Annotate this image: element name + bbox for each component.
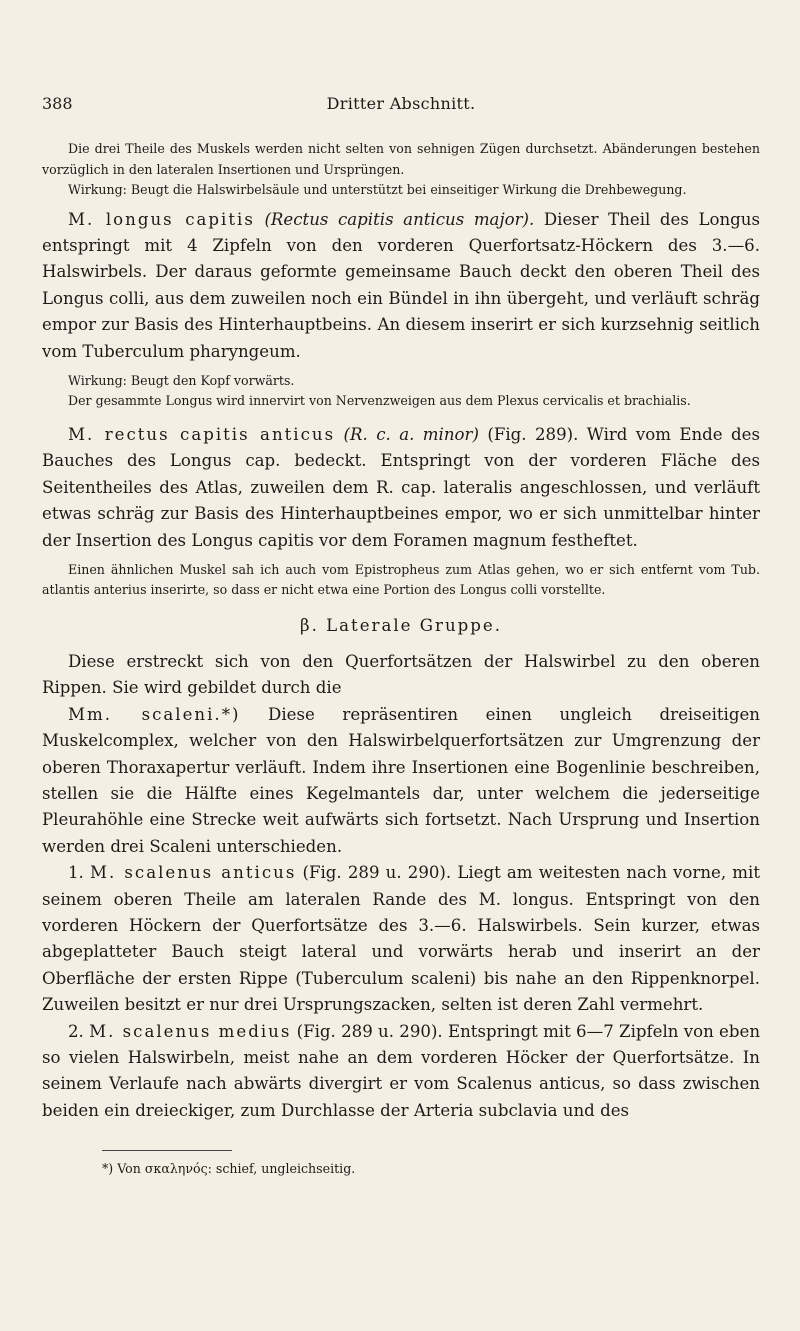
- muscle-synonym: (R. c. a. minor): [343, 424, 479, 444]
- paragraph-epistropheus-note: Einen ähnlichen Muskel sah ich auch vom Epistropheus zum Atlas gehen, wo er sich entfernt vom Tub. atlantis anterius inserirte, so dass er nicht etwa eine Portion des Longus colli vorstellte.: [42, 561, 760, 598]
- muscle-synonym: (Rectus capitis anticus major).: [264, 209, 535, 229]
- paragraph-action-longus-capitis: Wirkung: Beugt den Kopf vorwärts.: [68, 372, 295, 388]
- muscle-name: M. scalenus anticus: [90, 863, 297, 883]
- muscle-name: M. longus capitis: [68, 209, 255, 229]
- page-number: 388: [42, 94, 73, 113]
- running-head: Dritter Abschnitt.: [326, 94, 476, 113]
- paragraph-scalenus-medius: [42, 1019, 760, 1125]
- paragraph-text: (Fig. 289). Wird vom Ende des Bauches des Longus cap. bedeckt. Entspringt von der vorderen Fläche des Seitentheiles des Atlas, zuweilen dem R. cap. lateralis angeschlossen, und verläuft etwas schräg zur Basis des Hinterhauptbeines empor, wo er sich unmittelbar hinter der Insertion des Longus capitis vor dem Foramen magnum festheftet.: [42, 424, 760, 550]
- paragraph-text: Diese repräsentiren einen ungleich dreiseitigen Muskelcomplex, welcher von den Halswirbelquerfortsätzen zur Umgrenzung der oberen Thoraxapertur verläuft. Indem ihre Insertionen eine Bogenlinie beschreiben, stellen sie die Hälfte eines Kegelmantels dar, unter welchem die jederseitige Pleurahöhle eine Strecke weit aufwärts sich fortsetzt. Nach Ursprung und Insertion werden drei Scaleni unterschieden.: [42, 704, 760, 856]
- page-header: [42, 94, 760, 118]
- paragraph-text: Dieser Theil des Longus entspringt mit 4 Zipfeln von den vorderen Querfortsatz-Höckern des 3.—6. Halswirbels. Der daraus geformte gemeinsame Bauch deckt den oberen Theil des Longus colli, aus dem zuweilen noch ein Bündel in ihn übergeht, und verläuft schräg empor zur Basis des Hinterhauptbeins. An diesem inserirt er sich kurzsehnig seitlich vom Tuberculum pharyngeum.: [42, 209, 760, 361]
- paragraph-action-longus-colli: Wirkung: Beugt die Halswirbelsäule und unterstützt bei einseitiger Wirkung die Drehbewegung.: [68, 182, 687, 197]
- paragraph-rectus-capitis-anticus: [42, 422, 760, 554]
- paragraph-scalenus-anticus: [42, 860, 760, 1018]
- item-number: 2.: [68, 1021, 84, 1041]
- section-heading: β. Laterale Gruppe.: [300, 615, 502, 635]
- paragraph-longus-capitis: [42, 207, 760, 365]
- paragraph-text: (Fig. 289 u. 290). Entspringt mit 6—7 Zipfeln von eben so vielen Halswirbeln, meist nahe an dem vorderen Höcker der Querfortsätze. In seinem Verlaufe nach abwärts divergirt er vom Scalenus anticus, so dass zwischen beiden ein dreieckiger, zum Durchlasse der Arteria subclavia und des: [42, 1021, 761, 1120]
- paragraph-variations: Die drei Theile des Muskels werden nicht selten von sehnigen Zügen durchsetzt. Abänderungen bestehen vorzüglich in den lateralen Insertionen und Ursprüngen.: [42, 141, 760, 177]
- muscle-name: M. scalenus medius: [89, 1021, 292, 1041]
- footnote: *) Von σκαληνός: schief, ungleichseitig.: [102, 1161, 356, 1177]
- paragraph-lateral-group: Diese erstreckt sich von den Querfortsätzen der Halswirbel zu den oberen Rippen. Sie wird gebildet durch die: [42, 651, 760, 698]
- paragraph-text: (Fig. 289 u. 290). Liegt am weitesten nach vorne, mit seinem oberen Theile am lateralen Rande des M. longus. Entspringt von den vorderen Höckern der Querfortsätze des 3.—6. Halswirbels. Sein kurzer, etwas abgeplatteter Bauch steigt lateral und vorwärts herab und inserirt an der Oberfläche der ersten Rippe (Tuberculum scaleni) bis nahe an den Rippenknorpel. Zuweilen besitzt er nur drei Ursprungszacken, selten ist deren Zahl vermehrt.: [42, 863, 761, 1015]
- muscle-name: M. rectus capitis anticus: [68, 424, 336, 444]
- page-body: [42, 139, 760, 1179]
- muscle-name: Mm. scaleni.*): [68, 704, 241, 724]
- paragraph-scaleni: [42, 702, 760, 860]
- item-number: 1.: [68, 863, 84, 883]
- paragraph-innervation: Der gesammte Longus wird innervirt von Nervenzweigen aus dem Plexus cervicalis et brachialis.: [68, 393, 691, 409]
- footnote-rule: [102, 1150, 232, 1151]
